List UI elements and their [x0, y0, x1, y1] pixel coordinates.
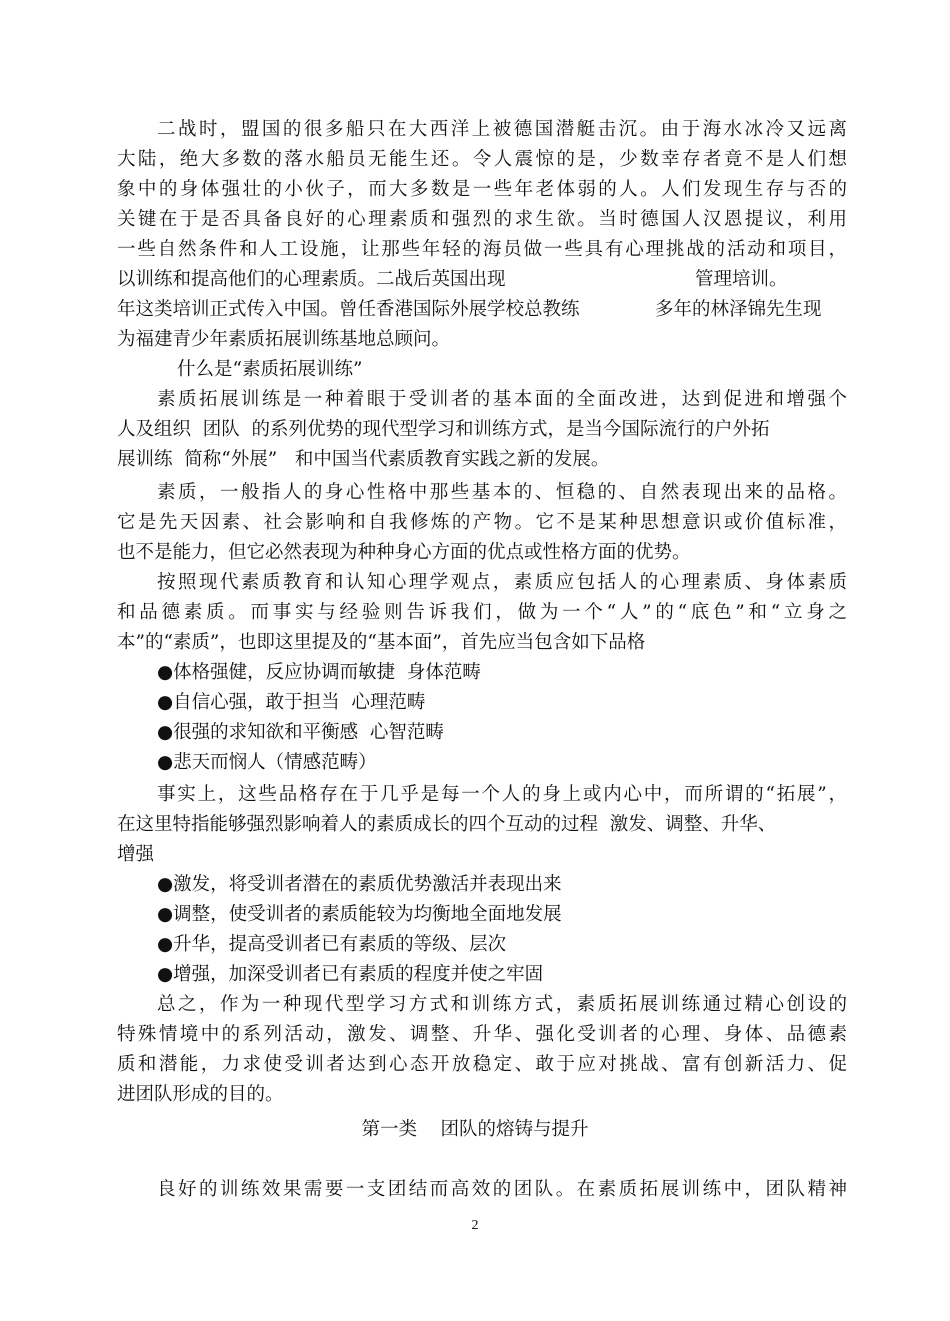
paragraph-line: 在这里特指能够强烈影响着人的素质成长的四个互动的过程 激发、调整、升华、	[117, 814, 777, 835]
paragraph-line: 它是先天因素、社会影响和自我修炼的产物。它不是某种思想意识或价值标准，	[117, 512, 847, 533]
paragraph-line-fragment: 管理培训。	[695, 269, 788, 290]
paragraph-line: 年这类培训正式传入中国。曾任香港国际外展学校总教练	[117, 299, 580, 320]
bullet-item: ●增强，加深受训者已有素质的程度并使之牢固	[157, 964, 544, 985]
paragraph-line: 人及组织 团队 的系列优势的现代型学习和训练方式，是当今国际流行的户外拓	[117, 419, 770, 440]
paragraph-line: 一些自然条件和人工设施，让那些年轻的海员做一些具有心理挑战的活动和项目，	[117, 239, 847, 260]
paragraph-line: 素质拓展训练是一种着眼于受训者的基本面的全面改进，达到促进和增强个	[157, 389, 847, 410]
paragraph-line: 象中的身体强壮的小伙子，而大多数是一些年老体弱的人。人们发现生存与否的	[117, 179, 847, 200]
page-number: 2	[471, 1218, 479, 1233]
bullet-item: ●升华，提高受训者已有素质的等级、层次	[157, 934, 507, 955]
paragraph-line: 事实上，这些品格存在于几乎是每一个人的身上或内心中，而所谓的“拓展”，	[157, 784, 847, 805]
chapter-heading: 第一类 团队的熔铸与提升	[361, 1119, 589, 1140]
section-heading: 什么是“素质拓展训练”	[177, 359, 363, 380]
bullet-item: ●激发，将受训者潜在的素质优势激活并表现出来	[157, 874, 562, 895]
paragraph-line: 和品德素质。而事实与经验则告诉我们，做为一个“人”的“底色”和“立身之	[117, 602, 847, 623]
bullet-item: ●很强的求知欲和平衡感 心智范畴	[157, 722, 444, 743]
bullet-item: ●体格强健，反应协调而敏捷 身体范畴	[157, 662, 481, 683]
paragraph-line: 以训练和提高他们的心理素质。二战后英国出现	[117, 269, 506, 290]
paragraph-line: 进团队形成的目的。	[117, 1084, 284, 1105]
bullet-item: ●调整，使受训者的素质能较为均衡地全面地发展	[157, 904, 562, 925]
paragraph-line: 为福建青少年素质拓展训练基地总顾问。	[117, 329, 451, 350]
bullet-item: ●悲天而悯人（情感范畴）	[157, 752, 377, 773]
paragraph-line: 按照现代素质教育和认知心理学观点，素质应包括人的心理素质、身体素质	[157, 572, 847, 593]
paragraph-line: 二战时，盟国的很多船只在大西洋上被德国潜艇击沉。由于海水冰冷又远离	[157, 119, 847, 140]
paragraph-line: 关键在于是否具备良好的心理素质和强烈的求生欲。当时德国人汉恩提议，利用	[117, 209, 847, 230]
paragraph-line: 质和潜能，力求使受训者达到心态开放稳定、敢于应对挑战、富有创新活力、促	[117, 1054, 847, 1075]
paragraph-line: 素质，一般指人的身心性格中那些基本的、恒稳的、自然表现出来的品格。	[157, 482, 847, 503]
paragraph-line: 本”的“素质”，也即这里提及的“基本面”，首先应当包含如下品格	[117, 632, 646, 653]
bullet-item: ●自信心强，敢于担当 心理范畴	[157, 692, 426, 713]
paragraph-line: 大陆，绝大多数的落水船员无能生还。令人震惊的是，少数幸存者竟不是人们想	[117, 149, 847, 170]
paragraph-line: 总之，作为一种现代型学习方式和训练方式，素质拓展训练通过精心创设的	[157, 994, 847, 1015]
paragraph-line: 也不是能力，但它必然表现为种种身心方面的优点或性格方面的优势。	[117, 542, 691, 563]
paragraph-line-fragment: 多年的林泽锦先生现	[655, 299, 822, 320]
paragraph-line: 良好的训练效果需要一支团结而高效的团队。在素质拓展训练中，团队精神	[157, 1179, 847, 1200]
paragraph-line: 展训练 简称“外展” 和中国当代素质教育实践之新的发展。	[117, 449, 610, 470]
paragraph-line: 特殊情境中的系列活动，激发、调整、升华、强化受训者的心理、身体、品德素	[117, 1024, 847, 1045]
paragraph-line: 增强	[117, 844, 155, 865]
